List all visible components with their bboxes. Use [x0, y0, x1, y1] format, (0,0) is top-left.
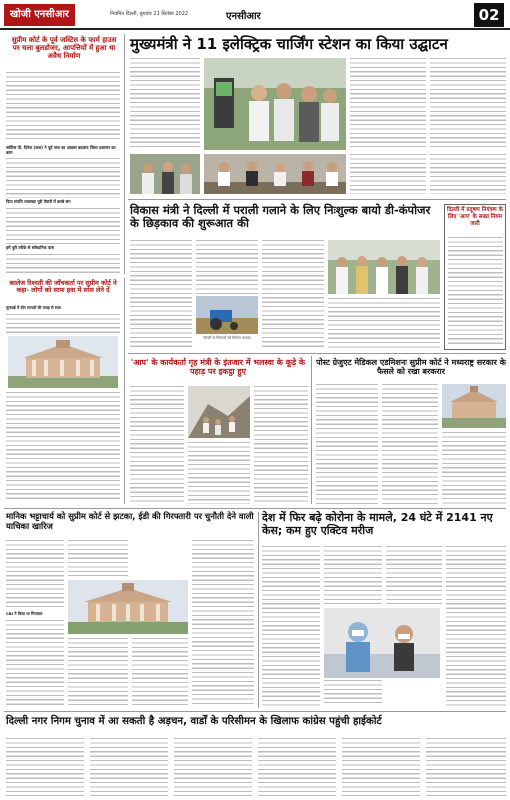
column-divider-2	[124, 278, 125, 504]
supreme-court-photo-2	[68, 580, 188, 634]
bottom-left-body-col-3	[132, 638, 188, 706]
supreme-court-photo	[8, 336, 118, 388]
bottom-right-body-col-2b	[324, 680, 382, 706]
bottom-left-body-col-4	[192, 540, 254, 706]
right-mid-body-col-1	[316, 384, 378, 504]
right-box-body	[448, 237, 503, 347]
mid-body-col-3	[254, 386, 308, 504]
bottom-left-body-col-2	[68, 540, 128, 576]
left-mid-subhead: सुनवाई में ग्रीन मामलों की वजह से स्पष्ट	[6, 305, 61, 310]
bottom-left-body-col-2b	[68, 638, 128, 706]
lead-body-col-4b	[430, 154, 506, 194]
mid-headline: 'आप' के कार्यकर्ता गृह मंत्री के इंतजार में भलस्वा के कूड़े के पहाड़ पर इकट्ठा हुए	[130, 358, 306, 377]
bottom-left-subhead: CBI ने किया था गिरफ्तार	[6, 611, 43, 616]
left-mid-body	[6, 314, 120, 334]
left-column-headline: सुप्रीम कोर्ट के पूर्व जस्टिस के फार्म हाउस पर चला बुलडोजर, आपत्तियों में हुआ था अवैध निर्माण	[11, 36, 117, 61]
footer-body-col-5	[342, 738, 420, 796]
center-photo-gathering	[328, 240, 440, 294]
footer-body-col-3	[174, 738, 252, 796]
page-number: 02	[474, 3, 504, 27]
column-divider	[124, 34, 125, 274]
center-body-col-3	[262, 240, 324, 348]
dateline: नियमित दिल्ली, बुधवार 21 सितंबर 2022	[110, 11, 189, 17]
left-mid-body-2	[6, 392, 120, 502]
covid-test-photo	[324, 608, 440, 678]
left-column-body	[6, 72, 120, 142]
court-building-photo	[442, 384, 506, 428]
mid-body-col-2	[188, 442, 250, 504]
right-mid-body-col-2	[382, 384, 438, 504]
center-photo-caption: दिल्ली के किसानों को मिलेगा फायदा	[203, 336, 251, 340]
bottom-right-headline: देश में फिर बढ़े कोरोना के मामले, 24 घंटे में 2141 नए केस; कम हुए एक्टिव मरीज	[262, 511, 493, 537]
footer-body-col-1	[6, 738, 84, 796]
right-mid-headline: पोस्ट ग्रेजुएट मेडिकल एडमिशनः सुप्रीम कोर्ट ने मध्यराष्ट्र सरकार के फैसले को रखा बरकरार	[316, 358, 506, 377]
column-divider-3	[311, 356, 312, 504]
left-column-subhead-3: हमें पूरी तरीके से संवैधानिक पास	[6, 245, 54, 250]
footer-body-col-6	[426, 738, 506, 796]
section-title: एनसीआर	[226, 11, 261, 22]
bottom-right-body-col-4	[446, 546, 506, 706]
bottom-left-headline: मानिक भट्टाचार्य को सुप्रीम कोर्ट से झटका, ईडी की गिरफ्तारी पर चुनौती देने वाली याचिका खारिज	[6, 511, 254, 531]
left-column-body-3	[6, 208, 120, 244]
bottom-right-body-col-3	[386, 546, 442, 604]
lead-headline: मुख्यमंत्री ने 11 इलेक्ट्रिक चार्जिंग स्टेशन का किया उद्घाटन	[130, 35, 448, 53]
newspaper-brand: खोजी एनसीआर	[4, 4, 75, 26]
center-headline: विकास मंत्री ने दिल्ली में पराली गलाने के लिए निःशुल्क बायो डी-कंपोजर के छिड़काव की शुरूआत की	[130, 203, 431, 231]
lead-photo-inspection	[130, 154, 200, 194]
landfill-photo	[188, 386, 250, 438]
lead-body-col-3	[350, 58, 426, 150]
left-column-subhead-1: जस्टिस पी. दिनेश (जज) ने पूर्व जज का आवास बदलाव जिला प्रशासन का काम	[6, 145, 116, 155]
mid-body-col-1	[130, 386, 184, 504]
center-body-col-4	[328, 298, 440, 348]
lead-body-col-4	[430, 58, 506, 150]
right-mid-body-col-3	[442, 432, 506, 504]
left-column-body-4	[6, 254, 120, 274]
section-divider	[128, 199, 506, 200]
left-column-body-2	[6, 158, 120, 198]
footer-headline: दिल्ली नगर निगम चुनाव में आ सकती है अड़चन, वार्डों के परिसीमन के खिलाफ कांग्रेस पहुंची हाईकोर्ट	[6, 716, 382, 727]
bottom-left-body-col-1b	[6, 620, 64, 706]
center-body-col-2	[196, 240, 258, 294]
bottom-right-body-col-1	[262, 546, 320, 706]
lead-photo-ceremony	[204, 154, 346, 194]
left-column-subhead-2: पिता संपत्ति व्यवस्थाः पूरी तैयारी में कस्बे संग	[6, 199, 71, 204]
right-box-headline: दिल्ली में प्रदूषण नियंत्रण के लिए 'आप' के सख्त नियम जारी	[447, 207, 503, 227]
section-divider-4	[4, 711, 506, 712]
lead-photo-ev-charger	[204, 58, 346, 150]
lead-body-col-1	[130, 58, 200, 150]
masthead-strip	[0, 0, 510, 30]
footer-body-col-4	[258, 738, 336, 796]
column-divider-4	[258, 512, 259, 708]
center-body-col-1	[130, 240, 192, 348]
left-mid-headline: कालेज रिश्वती की जाँचकर्ता पर सुप्रीम कोर्ट ने कहा- लोगों को साफ हवा में सांस लेने दें	[9, 279, 117, 295]
right-box-story	[444, 204, 506, 350]
footer-body-col-2	[90, 738, 168, 796]
section-divider-2	[128, 353, 506, 354]
center-photo-tractor	[196, 296, 258, 334]
lead-body-col-3b	[350, 154, 426, 194]
section-divider-3	[4, 508, 506, 509]
bottom-right-body-col-2	[324, 546, 382, 604]
bottom-left-body-col-1	[6, 540, 64, 610]
